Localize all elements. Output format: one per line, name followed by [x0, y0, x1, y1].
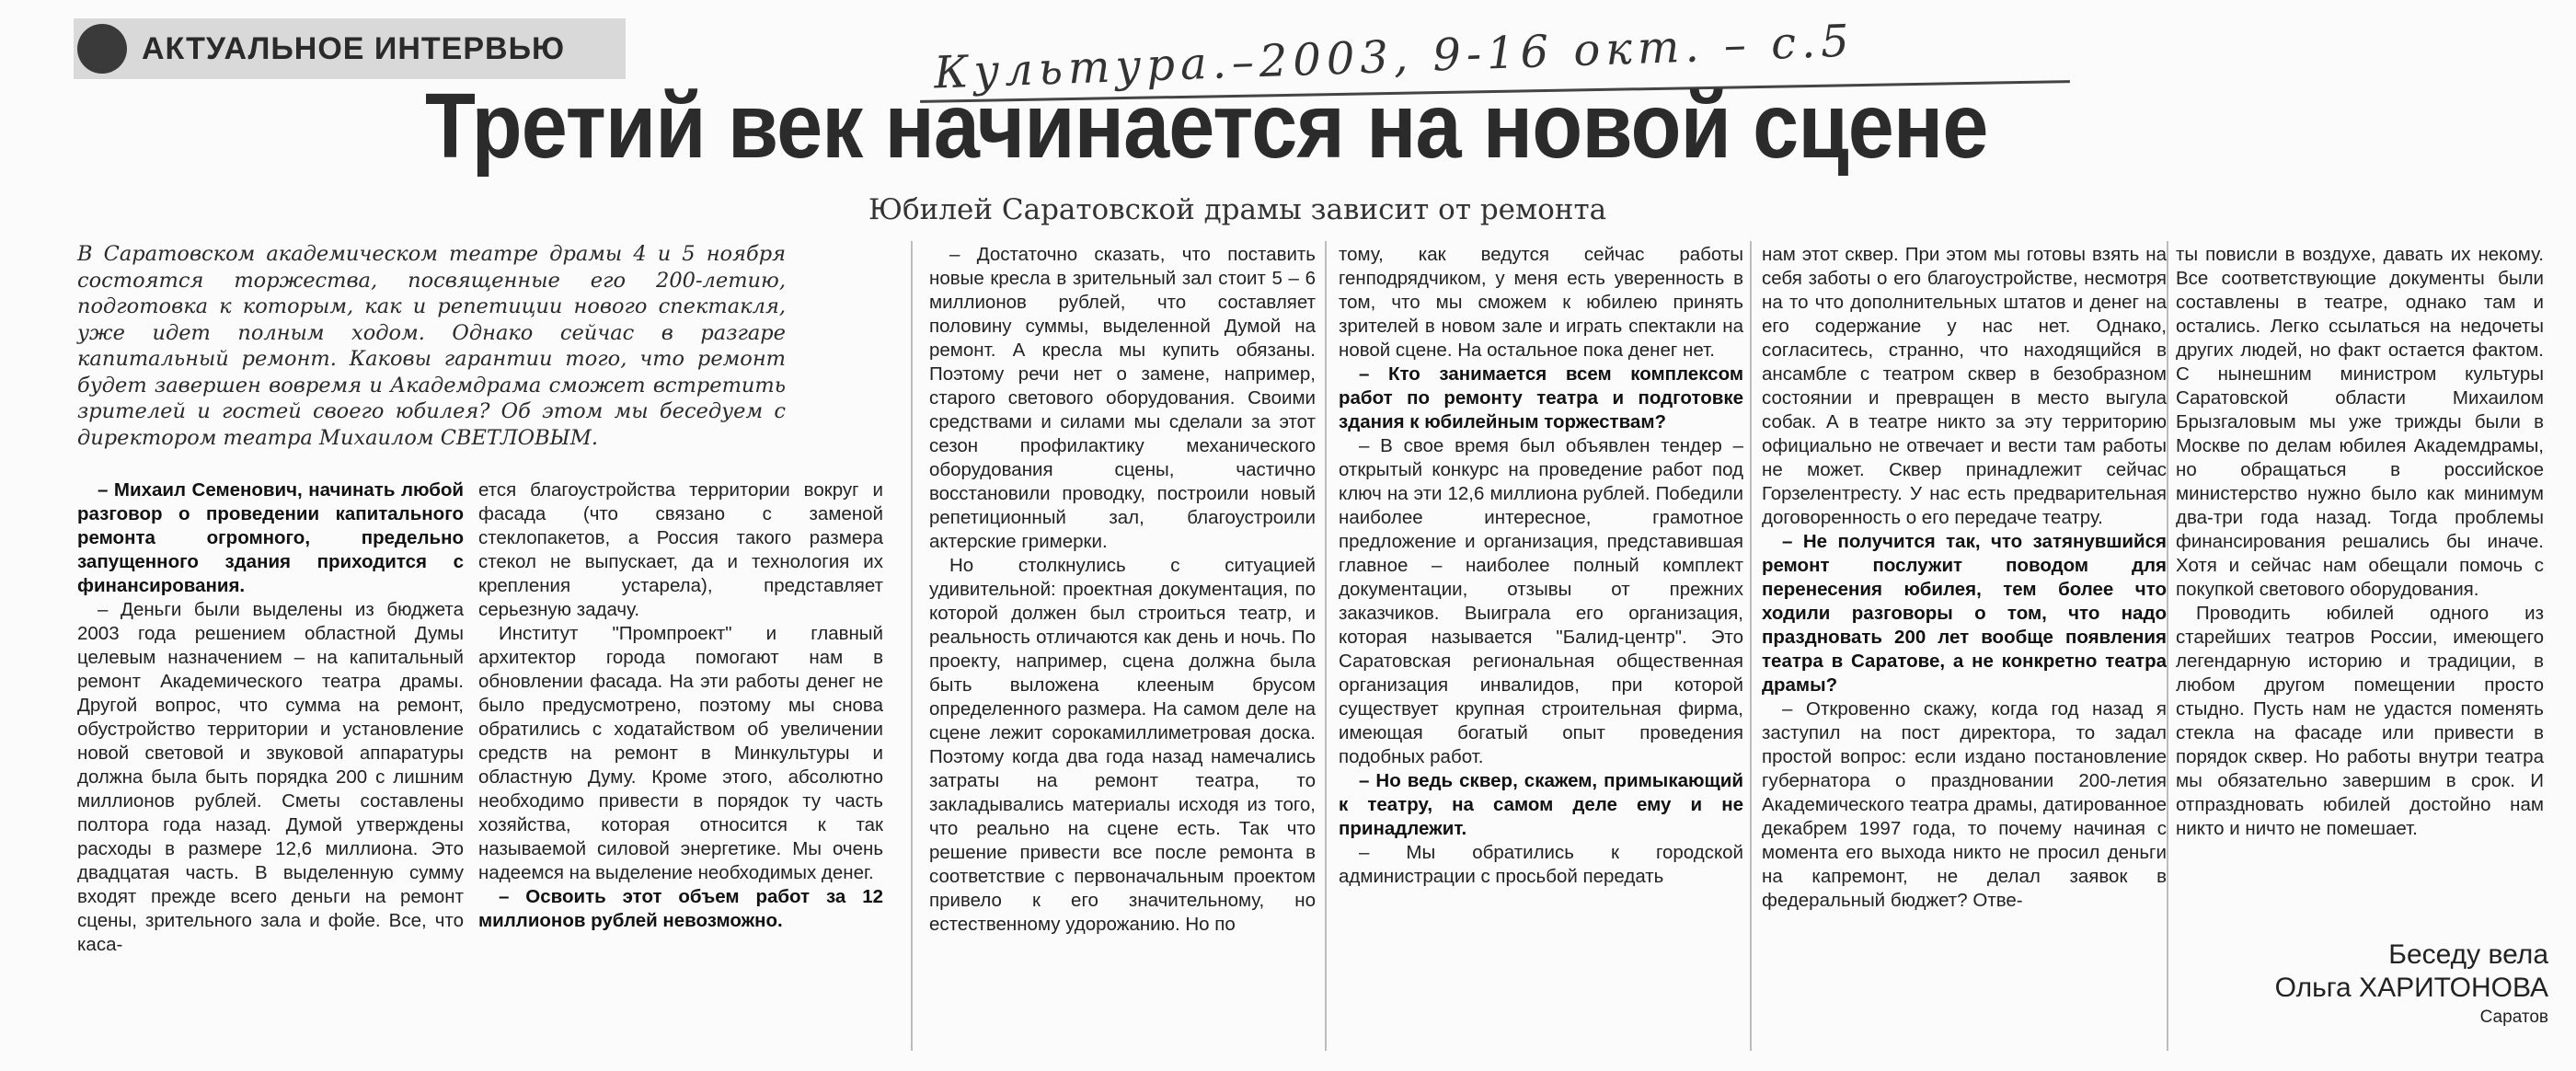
- interview-paragraph: – Достаточно сказать, что поставить новые кресла в зрительный зал стоит 5 – 6 миллионов рублей, что составляет половину суммы, выделенной Думой на ремонт. А кресла мы купить обязаны. Поэтому речи нет о замене, например, старого светового оборудования. Своими средствами и силами мы сделали за этот сезон профилактику механического оборудования сцены, частично восстановили проводку, построили новый репетиционный зал, благоустроили актерские гримерки.: [929, 244, 1316, 552]
- interview-question: – Освоить этот объем работ за 12 миллионов рублей невозможно.: [478, 886, 883, 931]
- interview-paragraph: – В свое время был объявлен тендер – открытый конкурс на проведение работ под ключ на эти 12,6 миллиона рублей. Победили наиболее интересное, грамотное предложение и организация, представившая главное – наиболее полный комплект документации, отзывы от прежних заказчиков. Выиграла его организация, которая называется "Балид-центр". Это Саратовская региональная общественная организация инвалидов, при которой существует крупная строительная фирма, имеющая богатый опыт проведения подобных работ.: [1339, 435, 1743, 767]
- article-headline: Третий век начинается на новой сцене: [425, 75, 1988, 178]
- text-column-5: [1762, 243, 2167, 913]
- byline-intro: Беседу вела: [2388, 939, 2548, 970]
- handwritten-source-note: Культура.–2003, 9-16 окт. – с.5: [933, 15, 1856, 99]
- text-column-4: [1339, 243, 1743, 889]
- interview-question: – Кто занимается всем комплексом работ по ремонту театра и подготовке здания к юбилейным торжествам?: [1339, 363, 1743, 432]
- interview-paragraph: Институт "Промпроект" и главный архитектор города помогают нам в обновлении фасада. На эти работы денег не было предусмотрено, поэтому мы снова обратились с ходатайством об увеличении средств на ремонт в Минкультуры и областную Думу. Кроме этого, абсолютно необходимо привести в порядок ту часть хозяйства, которая относится к так называемой силовой энергетике. Мы очень надеемся на выделение необходимых денег.: [478, 623, 883, 883]
- interview-paragraph: Но столкнулись с ситуацией удивительной: проектная документация, по которой должен был строиться театр, и реальность отличаются как день и ночь. По проекту, например, сцена должна была быть выложена клееным брусом определенного размера. На самом деле на сцене лежит сорокамиллиметровая доска. Поэтому когда два года назад намечались затраты на ремонт театра, то закладывались материалы исходя из того, что реально на сцене есть. Так что решение привести все после ремонта в соответствие с первоначальным проектом привело к его значительному, но естественному удорожанию. Но по: [929, 555, 1316, 935]
- lead-paragraph: В Саратовском академическом театре драмы 4 и 5 ноября состоятся торжества, посвященные его 200-летию, подготовка к которым, как и репетиции нового спектакля, уже идет полным ходом. Однако сейчас в разгаре капитальный ремонт. Каковы гарантии того, что ремонт будет завершен вовремя и Академдрама сможет встретить зрителей и гостей своего юбилея? Об этом мы беседуем с директором театра Михаилом СВЕТЛОВЫМ.: [77, 242, 786, 450]
- interview-paragraph: – Деньги были выделены из бюджета 2003 года решением областной Думы целевым назначением – на капитальный ремонт Академического театра драмы. Другой вопрос, что сумма на ремонт, обустройство территории и установление новой световой и звуковой аппаратуры должна была быть порядка 200 с лишним миллионов рублей. Сметы составлены полтора года назад. Думой утверждены расходы в размере 12,6 миллиона. Это двадцатая часть. В выделенную сумму входят прежде всего деньги на ремонт сцены, зрительного зала и фойе. Все, что каса-: [77, 599, 464, 955]
- article-lead: [77, 241, 786, 451]
- column-divider: [1325, 241, 1327, 1051]
- interview-question: – Не получится так, что затянувшийся ремонт послужит поводом для перенесения юбилея, тем более что ходили разговоры о том, что надо праздновать 200 лет вообще появления театра в Саратове, а не конкретно театра драмы?: [1762, 531, 2167, 696]
- text-column-3: [929, 243, 1316, 937]
- interview-paragraph: ется благоустройства территории вокруг и фасада (что связано с заменой стеклопакетов, а Россия такого размера стекол не выпускает, да и технология их крепления устарела), представляет серьезную задачу.: [478, 479, 883, 620]
- byline: [2245, 939, 2548, 1029]
- interview-paragraph: – Откровенно скажу, когда год назад я заступил на пост директора, то задал простой вопрос: если издано постановление губернатора о праздновании 200-летия Академического театра драмы, датированное декабрем 1997 года, то почему начиная с момента его выхода никто не просил деньги на капремонт, не делал заявок в федеральный бюджет? Отве-: [1762, 698, 2167, 911]
- text-column-6: [2176, 243, 2544, 841]
- interview-question: – Но ведь сквер, скажем, примыкающий к театру, на самом деле ему и не принадлежит.: [1339, 770, 1743, 839]
- interview-question: – Михаил Семенович, начинать любой разговор о проведении капитального ремонта огромного, предельно запущенного здания приходится с финансирования.: [77, 479, 464, 596]
- interview-paragraph: тому, как ведутся сейчас работы генподрядчиком, у меня есть уверенность в том, что мы сможем к юбилею принять зрителей в новом зале и играть спектакли на новой сцене. На остальное пока денег нет.: [1339, 244, 1743, 361]
- bullet-circle-icon: [77, 24, 127, 74]
- column-divider: [1750, 241, 1752, 1051]
- interview-paragraph: Проводить юбилей одного из старейших театров России, имеющего легендарную историю и традиции, в любом другом помещении просто стыдно. Пусть нам не удастся поменять стекла на фасаде или привести в порядок сквер. Но работы внутри театра мы обязательно завершим в срок. И отпраздновать юбилей достойно нам никто и ничто не помешает.: [2176, 603, 2544, 839]
- text-column-2: [478, 478, 883, 933]
- rubric-label: АКТУАЛЬНОЕ ИНТЕРВЬЮ: [142, 30, 566, 66]
- rubric-banner: [74, 18, 626, 79]
- interview-paragraph: нам этот сквер. При этом мы готовы взять на себя заботы о его благоустройстве, несмотря на то что дополнительных штатов и денег на его содержание у нас нет. Однако, согласитесь, странно, что находящийся в ансамбле с театром сквер в безобразном состоянии и превращен в место выгула собак. А в театре никто за эту территорию официально не отвечает и вести там работы не может. Сквер принадлежит сейчас Горзелентресту. У нас есть предварительная договоренность о его передаче театру.: [1762, 244, 2167, 528]
- byline-city: Саратов: [2479, 1008, 2548, 1027]
- article-subtitle: Юбилей Саратовской драмы зависит от ремонта: [868, 193, 1607, 226]
- column-divider: [2167, 241, 2168, 1051]
- text-column-1: [77, 478, 464, 957]
- byline-author: Ольга ХАРИТОНОВА: [2274, 973, 2548, 1003]
- interview-paragraph: – Мы обратились к городской администрации с просьбой передать: [1339, 842, 1743, 887]
- interview-paragraph: ты повисли в воздухе, давать их некому. Все соответствующие документы были составлены в театре, однако там и остались. Легко ссылаться на недочеты других людей, но факт остается фактом. С нынешним министром культуры Саратовской области Михаилом Брызгаловым мы уже трижды были в Москве по делам юбилея Академдрамы, но обращаться в российское министерство нужно было как минимум два-три года назад. Тогда проблемы финансирования решались бы иначе. Хотя и сейчас нам обещали помочь с покупкой светового оборудования.: [2176, 244, 2544, 600]
- column-divider: [911, 241, 913, 1051]
